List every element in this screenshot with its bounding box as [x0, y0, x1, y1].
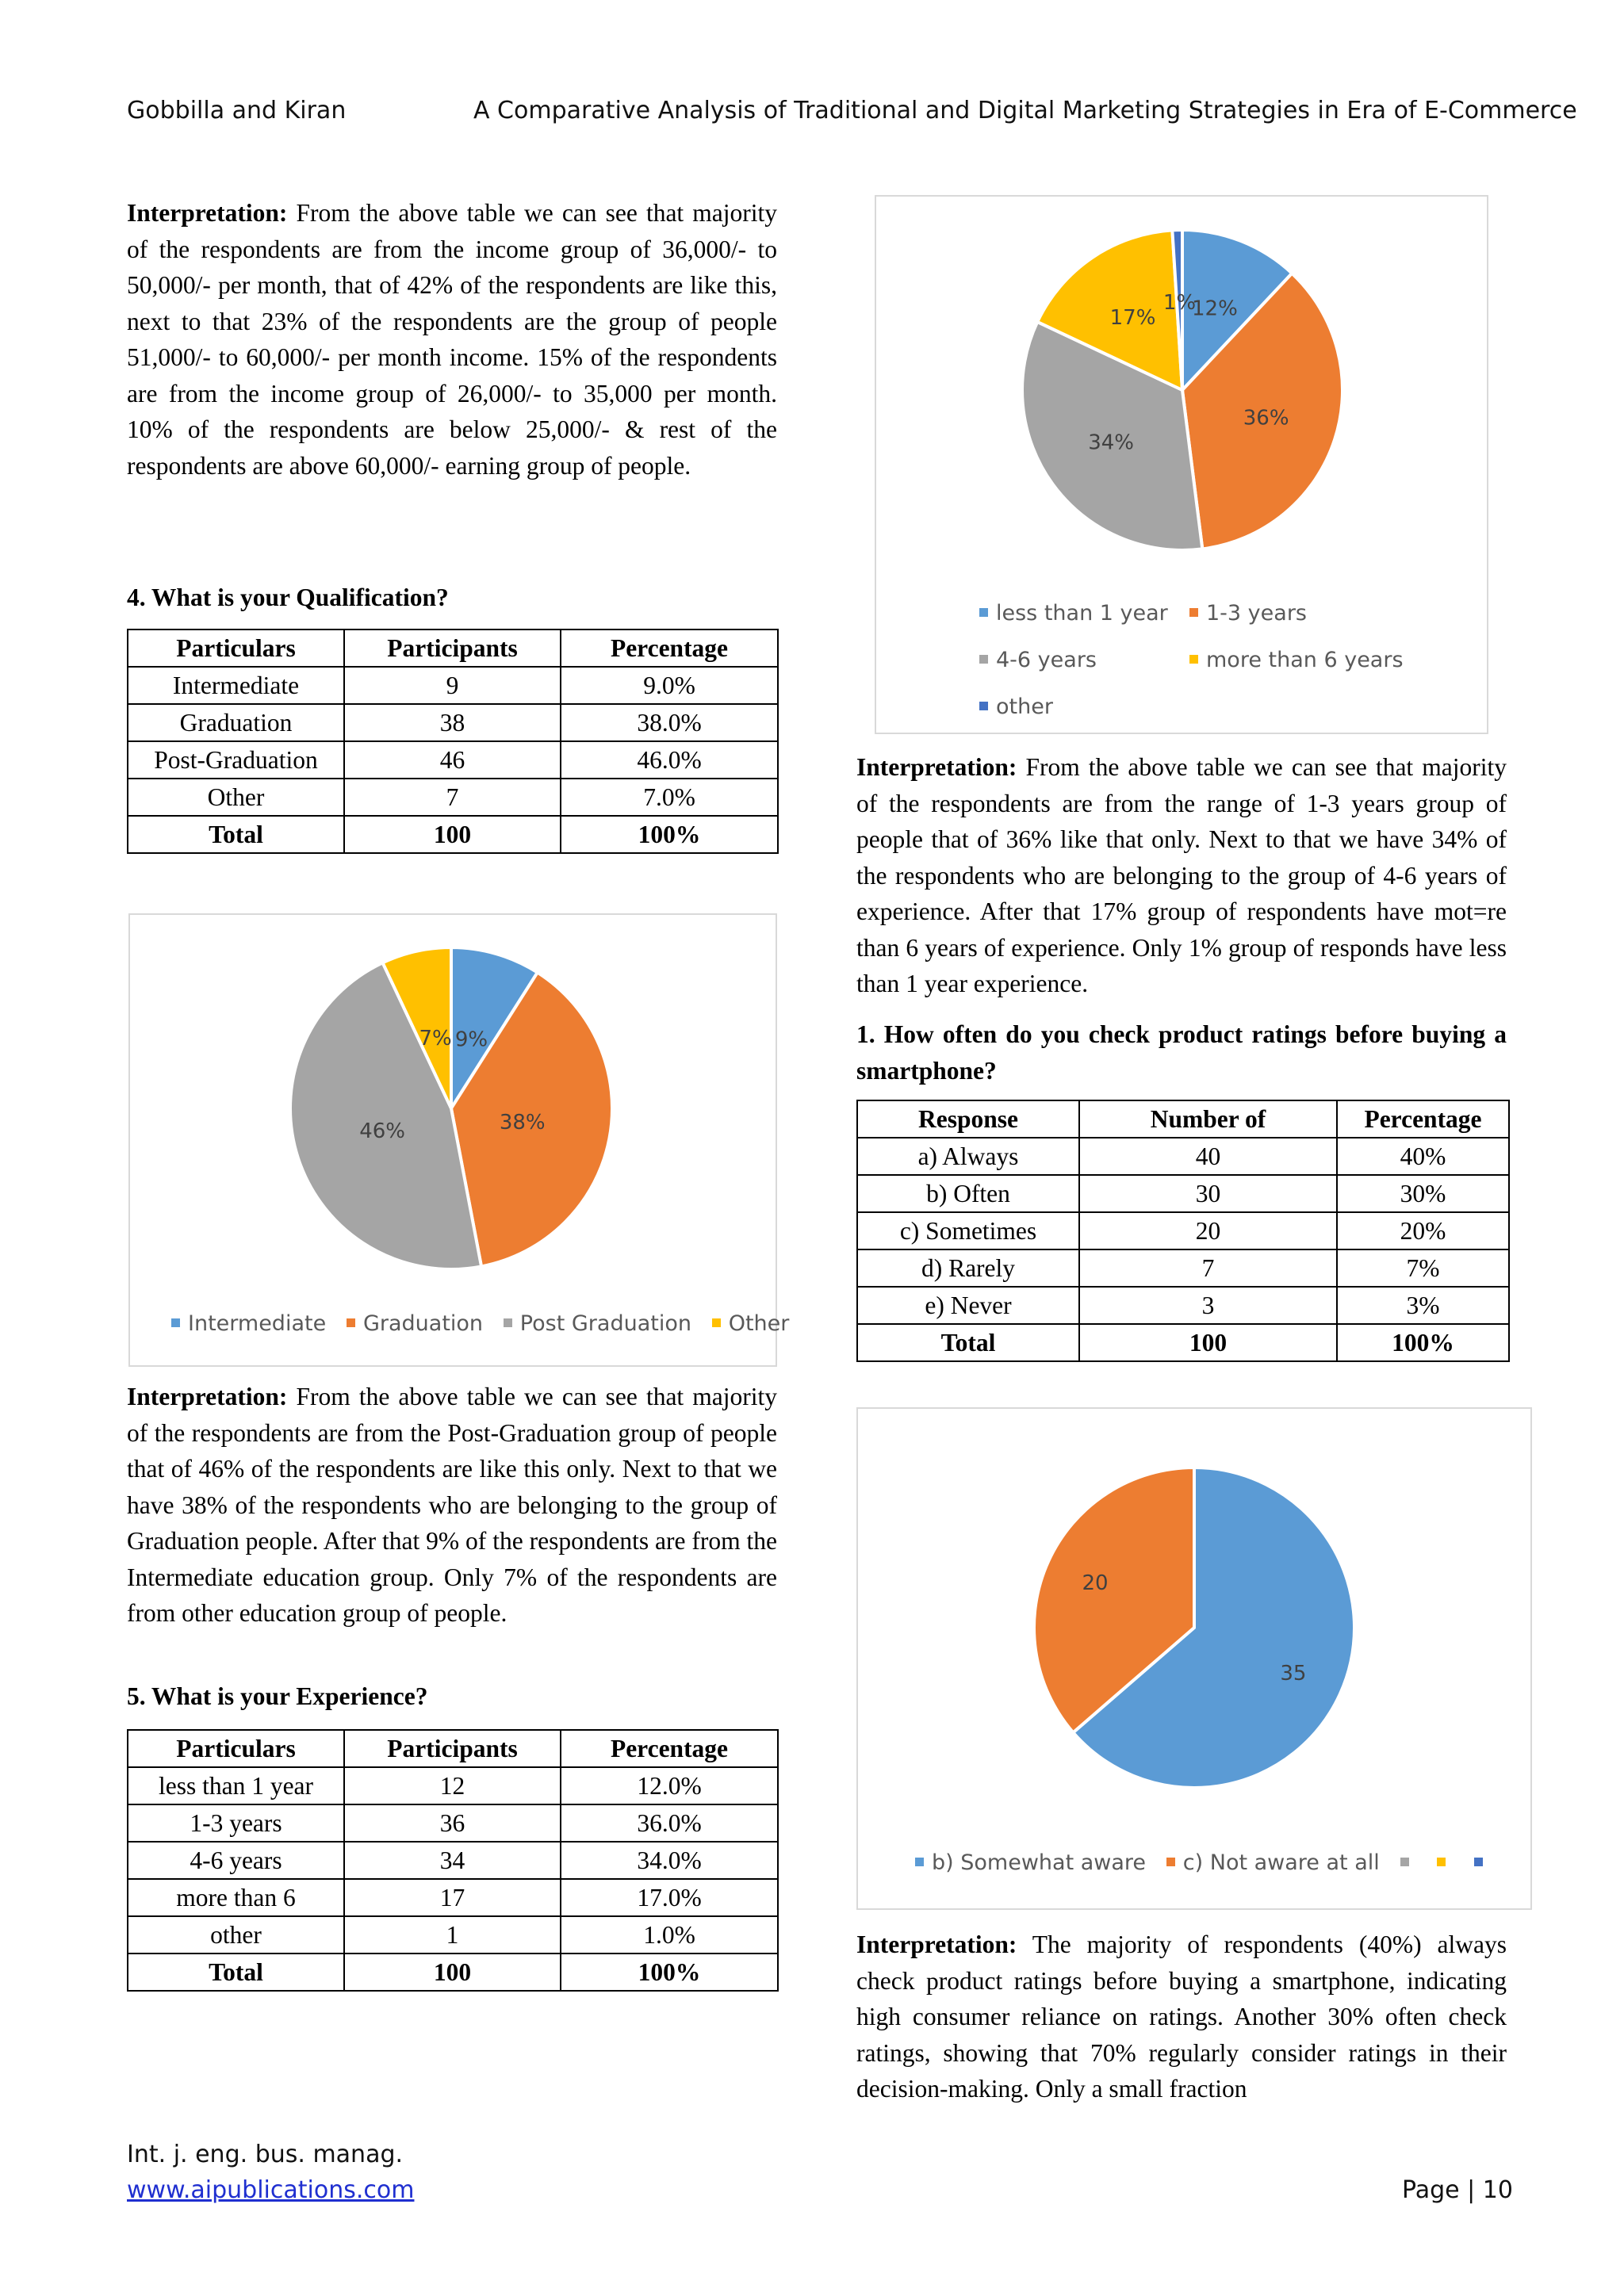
pie-data-label: 34%	[1088, 430, 1135, 455]
left-interpretation-qualification	[127, 1379, 777, 1632]
table-cell: Other	[128, 779, 344, 816]
legend-item: more than 6 years	[1189, 648, 1404, 672]
footer-link[interactable]	[127, 2176, 414, 2204]
table-row	[128, 1767, 778, 1804]
table-cell: 1-3 years	[128, 1804, 344, 1842]
table-header: Percentage	[561, 629, 778, 667]
table-cell: 38	[344, 704, 561, 741]
table-row	[857, 1212, 1509, 1249]
legend-item: less than 1 year	[979, 590, 1189, 637]
table-header: Percentage	[561, 1730, 778, 1767]
table-cell: 100	[344, 1954, 561, 1991]
legend-item: b) Somewhat aware	[915, 1850, 1146, 1875]
table-cell: Total	[128, 816, 344, 853]
table-cell: 4-6 years	[128, 1842, 344, 1879]
table-cell: 30%	[1337, 1175, 1509, 1212]
running-header-title: A Comparative Analysis of Traditional and Digital Marketing Strategies in Era of E-Commerce	[473, 97, 1577, 124]
table-header: Number of	[1079, 1100, 1337, 1138]
qualification-pie	[130, 915, 776, 1288]
table-row	[128, 1842, 778, 1879]
table-cell: 34.0%	[561, 1842, 778, 1879]
legend-swatch	[1400, 1858, 1409, 1866]
table-row	[857, 1138, 1509, 1175]
table-header: Particulars	[128, 629, 344, 667]
legend-swatch	[1474, 1858, 1483, 1866]
interpretation-label: Interpretation:	[127, 199, 288, 227]
interpretation-label: Interpretation:	[856, 1931, 1017, 1958]
legend-item: c) Not aware at all	[1166, 1850, 1380, 1875]
table-row	[128, 667, 778, 704]
interpretation-label: Interpretation:	[856, 753, 1017, 781]
awareness-pie	[858, 1409, 1530, 1837]
table-cell: c) Sometimes	[857, 1212, 1079, 1249]
footer-page-number: Page | 10	[1402, 2176, 1513, 2204]
table-cell: 1.0%	[561, 1916, 778, 1954]
legend-swatch	[915, 1858, 924, 1866]
legend-swatch	[171, 1318, 180, 1327]
footer-journal: Int. j. eng. bus. manag.	[127, 2141, 404, 2168]
table-cell: 100%	[561, 1954, 778, 1991]
table-row	[128, 1804, 778, 1842]
table-cell: 38.0%	[561, 704, 778, 741]
running-header-authors: Gobbilla and Kiran	[127, 97, 347, 124]
legend-item: Intermediate	[171, 1311, 326, 1336]
legend-item: 4-6 years	[979, 637, 1189, 683]
legend-swatch	[979, 655, 988, 664]
legend-swatch	[1166, 1858, 1175, 1866]
table-cell: 40%	[1337, 1138, 1509, 1175]
question-experience: 5. What is your Experience?	[127, 1682, 428, 1710]
table-cell: 34	[344, 1842, 561, 1879]
table-total-row	[128, 816, 778, 853]
table-header: Participants	[344, 629, 561, 667]
ratings-table	[856, 1100, 1510, 1362]
right-interpretation-experience	[856, 749, 1507, 1002]
legend-item: Graduation	[347, 1311, 483, 1336]
table-cell: 100	[1079, 1324, 1337, 1361]
table-cell: 17.0%	[561, 1879, 778, 1916]
table-row	[128, 779, 778, 816]
table-cell: less than 1 year	[128, 1767, 344, 1804]
legend-swatch	[1437, 1858, 1446, 1866]
table-row	[857, 1175, 1509, 1212]
table-cell: Intermediate	[128, 667, 344, 704]
qualification-table	[127, 629, 779, 854]
table-cell: 17	[344, 1879, 561, 1916]
interpretation-text: From the above table we can see that majority of the respondents are from the Post-Graduation group of people that of 46% of the respondents are like this only. Next to that we have 38% of the respondents who are belonging to the group of Graduation people. After that 9% of the respondents are from the Intermediate education group. Only 7% of the respondents are from other education group of people.	[127, 1383, 777, 1627]
table-cell: 7.0%	[561, 779, 778, 816]
legend-swatch	[712, 1318, 721, 1327]
qualification-chart	[128, 913, 790, 1367]
legend-item: Other	[712, 1311, 790, 1336]
table-cell: 100%	[1337, 1324, 1509, 1361]
pie-data-label: 46%	[359, 1119, 406, 1144]
table-cell: e) Never	[857, 1287, 1079, 1324]
table-row	[857, 1287, 1509, 1324]
experience-table	[127, 1729, 779, 1992]
table-row	[128, 741, 778, 779]
table-cell: 7	[344, 779, 561, 816]
table-cell: 40	[1079, 1138, 1337, 1175]
table-cell: 1	[344, 1916, 561, 1954]
table-cell: a) Always	[857, 1138, 1079, 1175]
table-cell: 100	[344, 816, 561, 853]
experience-legend	[979, 590, 1404, 730]
legend-item: 1-3 years	[1189, 601, 1307, 626]
table-header: Percentage	[1337, 1100, 1509, 1138]
pie-data-label: 12%	[1192, 297, 1238, 321]
table-cell: 30	[1079, 1175, 1337, 1212]
table-header: Particulars	[128, 1730, 344, 1767]
legend-swatch	[979, 608, 988, 617]
table-cell: Total	[857, 1324, 1079, 1361]
pie-data-label: 38%	[499, 1111, 546, 1135]
legend-item: Post Graduation	[504, 1311, 691, 1336]
pie-data-label: 36%	[1243, 406, 1289, 430]
table-cell: 20%	[1337, 1212, 1509, 1249]
table-cell: d) Rarely	[857, 1249, 1079, 1287]
table-cell: more than 6	[128, 1879, 344, 1916]
experience-pie	[876, 197, 1487, 577]
legend-item	[1437, 1850, 1454, 1875]
table-cell: 36	[344, 1804, 561, 1842]
pie-data-label: 35	[1280, 1662, 1307, 1686]
legend-swatch	[1189, 608, 1198, 617]
awareness-chart	[856, 1407, 1532, 1910]
legend-swatch	[504, 1318, 512, 1327]
table-cell: 12.0%	[561, 1767, 778, 1804]
question-ratings: 1. How often do you check product ratings before buying a smartphone?	[856, 1020, 1507, 1085]
pie-data-label: 20	[1082, 1571, 1109, 1595]
table-row	[128, 704, 778, 741]
table-cell: 36.0%	[561, 1804, 778, 1842]
pie-data-label: 17%	[1109, 306, 1156, 331]
table-header: Response	[857, 1100, 1079, 1138]
pie-data-label: 9%	[454, 1027, 488, 1052]
interpretation-label: Interpretation:	[127, 1383, 288, 1410]
table-cell: other	[128, 1916, 344, 1954]
table-cell: Graduation	[128, 704, 344, 741]
journal-url-link[interactable]: www.aipublications.com	[127, 2176, 415, 2204]
table-cell: b) Often	[857, 1175, 1079, 1212]
table-cell: 100%	[561, 816, 778, 853]
table-cell: 7	[1079, 1249, 1337, 1287]
qualification-legend	[171, 1311, 789, 1336]
pie-data-label: 1%	[1162, 290, 1197, 315]
table-total-row	[128, 1954, 778, 1991]
table-total-row	[857, 1324, 1509, 1361]
table-header: Participants	[344, 1730, 561, 1767]
legend-item	[1400, 1850, 1417, 1875]
table-cell: 7%	[1337, 1249, 1509, 1287]
legend-swatch	[979, 702, 988, 710]
table-cell: 12	[344, 1767, 561, 1804]
left-interpretation-income	[127, 195, 777, 484]
table-cell: 9.0%	[561, 667, 778, 704]
table-cell: Total	[128, 1954, 344, 1991]
interpretation-text: The majority of respondents (40%) always check product ratings before buying a smartphone, indicating high consumer reliance on ratings. Another 30% often check ratings, showing that 70% regularly consider ratings in their decision-making. Only a small fraction	[856, 1931, 1507, 2103]
pie-data-label: 7%	[419, 1026, 452, 1050]
interpretation-text: From the above table we can see that majority of the respondents are from the range of 1-3 years group of people that of 36% like that only. Next to that we have 34% of the respondents who are belonging to the group of 4-6 years of experience. After that 17% group of respondents have mot=re than 6 years of experience. Only 1% group of responds have less than 1 year experience.	[856, 753, 1507, 997]
table-cell: 46	[344, 741, 561, 779]
table-cell: 20	[1079, 1212, 1337, 1249]
table-cell: 9	[344, 667, 561, 704]
experience-chart	[875, 195, 1488, 734]
right-interpretation-ratings	[856, 1927, 1507, 2107]
legend-swatch	[347, 1318, 355, 1327]
table-cell: Post-Graduation	[128, 741, 344, 779]
legend-item: other	[979, 695, 1053, 719]
table-cell: 3%	[1337, 1287, 1509, 1324]
table-row	[128, 1879, 778, 1916]
awareness-legend	[915, 1850, 1491, 1875]
table-row	[128, 1916, 778, 1954]
legend-swatch	[1189, 655, 1198, 664]
legend-item	[1474, 1850, 1491, 1875]
table-row	[857, 1249, 1509, 1287]
question-qualification: 4. What is your Qualification?	[127, 584, 449, 611]
table-cell: 3	[1079, 1287, 1337, 1324]
table-cell: 46.0%	[561, 741, 778, 779]
interpretation-text: From the above table we can see that majority of the respondents are from the income group of 36,000/- to 50,000/- per month, that of 42% of the respondents are like this, next to that 23% of the respondents are the group of people 51,000/- to 60,000/- per month income. 15% of the respondents are from the income group of 26,000/- to 35,000 per month. 10% of the respondents are below 25,000/- & rest of the respondents are above 60,000/- earning group of people.	[127, 199, 777, 480]
